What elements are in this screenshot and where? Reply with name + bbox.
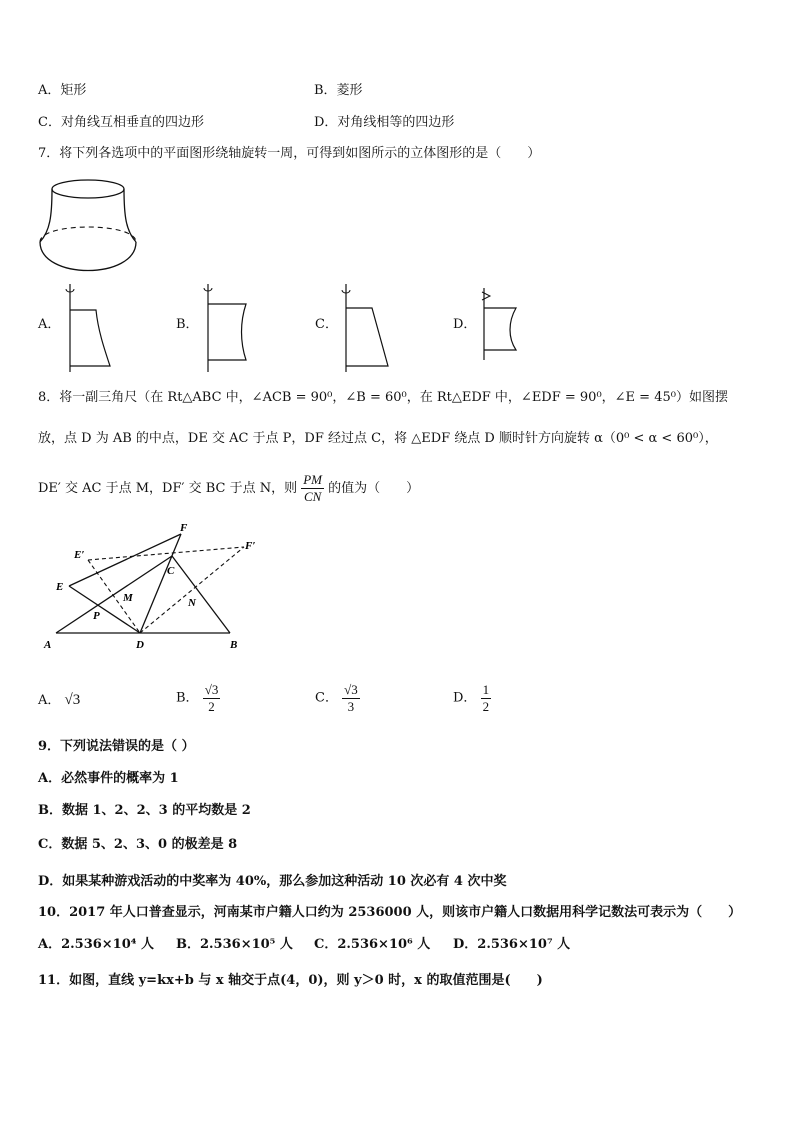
q8-option-b: [176, 682, 220, 715]
label-D: D: [136, 639, 144, 651]
label-M: M: [123, 592, 133, 604]
q10-option-b: B．2.536×10⁵ 人: [176, 937, 293, 952]
label-C: C: [167, 565, 175, 577]
q6-option-d: D．对角线相等的四边形: [314, 115, 455, 130]
q7-option-b-label: B．: [176, 317, 199, 332]
q8-option-a-value: √3: [64, 692, 81, 708]
q8-option-c-den: 3: [347, 699, 355, 714]
q11-stem: 11．如图，直线 y=kx+b 与 x 轴交于点(4，0)，则 y＞0 时，x 的取值范围是( ): [38, 973, 543, 988]
q8-option-c-label: C．: [315, 690, 338, 706]
q8-stem-line3: [38, 472, 419, 505]
q7-solid-figure: [36, 176, 140, 272]
q8-option-d-frac: [481, 682, 492, 715]
q10-option-c: C．2.536×10⁶ 人: [314, 937, 431, 952]
q7-stem: 7．将下列各选项中的平面图形绕轴旋转一周，可得到如图所示的立体图形的是（ ）: [38, 146, 541, 161]
q9-option-c: C．数据 5、2、3、0 的极差是 8: [38, 837, 238, 852]
label-P: P: [93, 610, 100, 622]
label-F: F: [180, 522, 188, 534]
q8-option-b-label: B．: [176, 690, 199, 706]
q8-option-d-den: 2: [482, 699, 490, 714]
label-B: B: [230, 639, 238, 651]
q9-option-d: D．如果某种游戏活动的中奖率为 40%，那么参加这种活动 10 次必有 4 次中奖: [38, 874, 507, 889]
q8-stem-line2: 放，点 D 为 AB 的中点，DE 交 AC 于点 P，DF 经过点 C，将 △EDF 绕点 D 顺时针方向旋转 α（0⁰ < α < 60⁰），: [38, 431, 718, 446]
q7-option-c-figure: [336, 280, 396, 374]
q8-option-a-label: A．: [38, 693, 61, 708]
q8-fraction: [301, 472, 324, 505]
q8-line3-pre: DE′ 交 AC 于点 M，DF′ 交 BC 于点 N，则: [38, 481, 298, 496]
q8-option-b-frac: [203, 682, 221, 715]
q8-option-d-num: 1: [482, 682, 490, 697]
label-F-prime: F′: [245, 540, 256, 552]
q9-stem: 9．下列说法错误的是（ ）: [38, 739, 195, 754]
q9-option-a: A．必然事件的概率为 1: [38, 771, 179, 786]
q7-option-d-figure: [474, 284, 534, 364]
q8-option-b-num: √3: [204, 682, 219, 697]
q8-option-b-den: 2: [208, 699, 215, 714]
q8-stem-line1: 8．将一副三角尺（在 Rt△ABC 中，∠ACB = 90⁰，∠B = 60⁰，在 Rt△EDF 中，∠EDF = 90⁰，∠E = 45⁰）如图摆: [38, 390, 728, 405]
q10-option-a: A．2.536×10⁴ 人: [38, 937, 154, 952]
q8-frac-num: PM: [303, 472, 323, 487]
q8-frac-den: CN: [303, 489, 322, 504]
q9-option-b: B．数据 1、2、2、3 的平均数是 2: [38, 803, 251, 818]
q10-stem: 10．2017 年人口普查显示，河南某市户籍人口约为 2536000 人，则该市户籍人口数据用科学记数法可表示为（ ）: [38, 905, 742, 920]
q6-option-c: C．对角线互相垂直的四边形: [38, 115, 204, 130]
label-A: A: [44, 639, 52, 651]
q7-option-b-figure: [198, 280, 258, 374]
q8-option-c-num: √3: [344, 682, 358, 697]
q8-option-d: [453, 682, 491, 715]
q6-option-b: B．菱形: [314, 83, 363, 98]
q8-option-c: [315, 682, 360, 715]
q8-option-a: [38, 691, 80, 710]
q8-option-c-frac: [342, 682, 360, 715]
q7-option-d-label: D．: [453, 317, 477, 332]
label-E-prime: E′: [74, 549, 85, 561]
q10-option-d: D．2.536×10⁷ 人: [453, 937, 571, 952]
q8-line3-post: 的值为（ ）: [328, 481, 420, 496]
q7-option-c-label: C．: [315, 317, 338, 332]
q7-option-a-label: A．: [38, 317, 61, 332]
q6-option-a: A．矩形: [38, 83, 87, 98]
label-E: E: [56, 581, 64, 593]
label-N: N: [188, 597, 196, 609]
q8-geometry-figure: [38, 522, 268, 654]
q7-option-a-figure: [60, 280, 120, 374]
q8-option-d-label: D．: [453, 690, 477, 706]
